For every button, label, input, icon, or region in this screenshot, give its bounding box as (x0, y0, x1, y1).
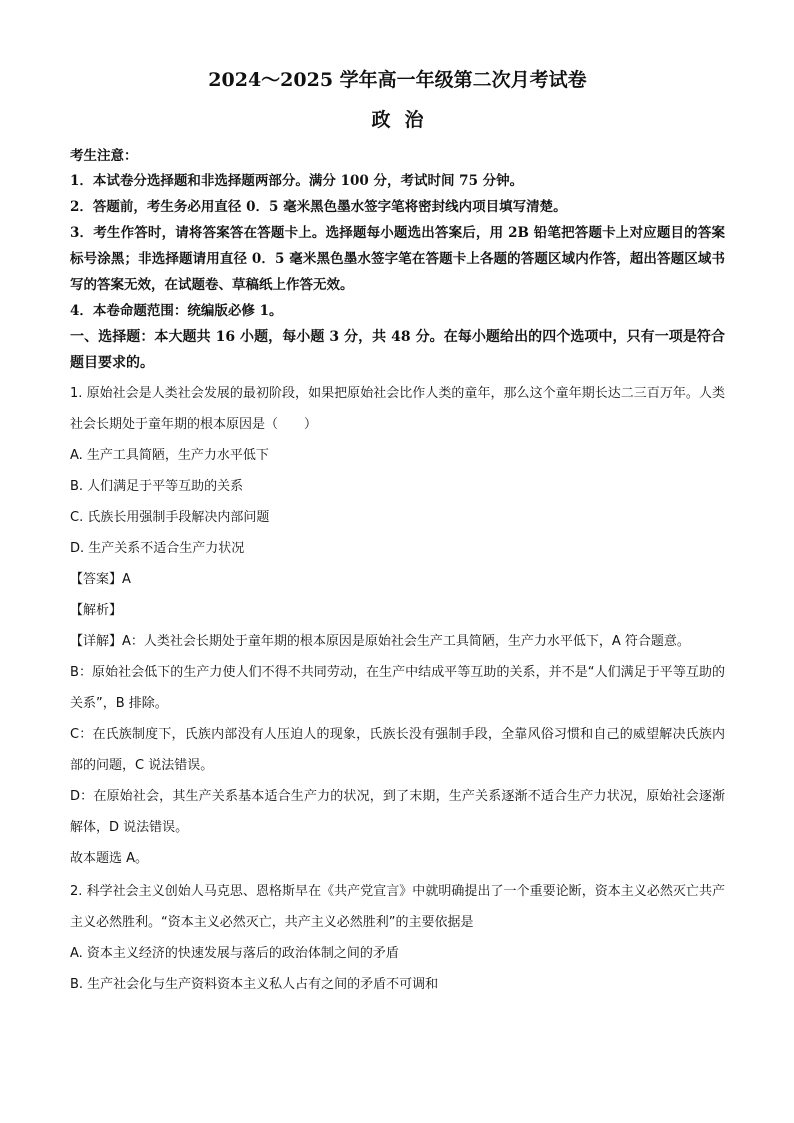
option-b: B. 人们满足于平等互助的关系 (70, 479, 244, 494)
notice-item: 2．答题前，考生务必用直径 0．5 毫米黑色墨水签字笔将密封线内项目填写清楚。 (70, 199, 567, 215)
analysis-detail: D：在原始社会，其生产关系基本适合生产力的状况，到了末期，生产关系逐渐不适合生产力状况，原始社会逐渐解体，D 说法错误。 (70, 789, 725, 835)
exam-title: 2024～2025 学年高一年级第二次月考试卷 (208, 69, 587, 91)
answer: 【答案】A (70, 572, 131, 587)
notice-block (70, 144, 725, 324)
notice-item: 3．考生作答时，请将答案答在答题卡上。选择题每小题选出答案后，用 2B 铅笔把答题卡上对应题目的答案标号涂黑；非选择题请用直径 0．5 毫米黑色墨水签字笔在答题卡上各题的答题区域内作答，超出答题区域书写的答案无效，在试题卷、草稿纸上作答无效。 (70, 225, 725, 293)
notice-item: 1．本试卷分选择题和非选择题两部分。满分 100 分，考试时间 75 分钟。 (70, 173, 524, 189)
subject-title: 政治 (371, 109, 438, 131)
option-a: A. 生产工具简陋，生产力水平低下 (70, 448, 269, 463)
analysis-detail: 【详解】A：人类社会长期处于童年期的根本原因是原始社会生产工具简陋，生产力水平低下，A 符合题意。 (70, 634, 690, 649)
section-heading: 一、选择题：本大题共 16 小题，每小题 3 分，共 48 分。在每小题给出的四个选项中，只有一项是符合题目要求的。 (70, 329, 725, 371)
question-stem: 2. 科学社会主义创始人马克思、恩格斯早在《共产党宣言》中就明确提出了一个重要论断，资本主义必然灭亡共产主义必然胜利。“资本主义必然灭亡，共产主义必然胜利”的主要依据是 (70, 884, 725, 930)
notice-item: 4．本卷命题范围：统编版必修 1。 (70, 303, 283, 319)
option-a: A. 资本主义经济的快速发展与落后的政治体制之间的矛盾 (70, 946, 399, 961)
question-2 (70, 876, 725, 1000)
option-c: C. 氏族长用强制手段解决内部问题 (70, 510, 270, 525)
analysis-detail: B：原始社会低下的生产力使人们不得不共同劳动，在生产中结成平等互助的关系，并不是“人们满足于平等互助的关系”，B 排除。 (70, 665, 725, 711)
analysis-label: 【解析】 (70, 603, 123, 618)
analysis-detail: C：在氏族制度下，氏族内部没有人压迫人的现象，氏族长没有强制手段，全靠风俗习惯和自己的威望解决氏族内部的问题，C 说法错误。 (70, 727, 725, 773)
question-stem: 1. 原始社会是人类社会发展的最初阶段，如果把原始社会比作人类的童年，那么这个童年期长达二三百万年。人类社会长期处于童年期的根本原因是（ ） (70, 386, 725, 432)
option-b: B. 生产社会化与生产资料资本主义私人占有之间的矛盾不可调和 (70, 977, 439, 992)
exam-page (70, 66, 725, 1000)
analysis-conclusion: 故本题选 A。 (70, 851, 149, 866)
option-d: D. 生产关系不适合生产力状况 (70, 541, 245, 556)
question-1 (70, 378, 725, 874)
notice-heading: 考生注意： (70, 148, 138, 164)
